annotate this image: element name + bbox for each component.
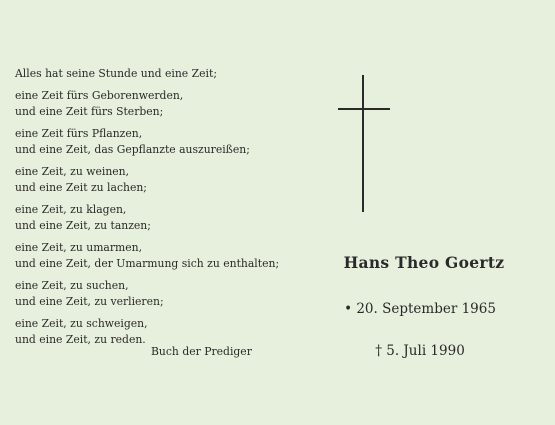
birth-date: • 20. September 1965: [344, 301, 496, 317]
verse-stanza: [15, 278, 315, 311]
verse-line: und eine Zeit, zu verlieren;: [15, 295, 164, 308]
verse-line: und eine Zeit fürs Sterben;: [15, 105, 164, 118]
verse-line: eine Zeit, zu suchen,: [15, 278, 129, 292]
cross-horizontal-bar: [338, 108, 390, 110]
verse-line: Alles hat seine Stunde und eine Zeit;: [15, 67, 217, 80]
verse-line: und eine Zeit, das Gepflanzte auszureißen;: [15, 143, 250, 156]
verse-text: [15, 66, 315, 354]
verse-line: und eine Zeit, zu tanzen;: [15, 219, 151, 232]
verse-stanza: [15, 202, 315, 235]
verse-line: eine Zeit, zu schweigen,: [15, 316, 148, 330]
deceased-name: Hans Theo Goertz: [343, 253, 505, 272]
verse-stanza: [15, 240, 315, 273]
cross-icon: [338, 75, 390, 212]
death-date: † 5. Juli 1990: [375, 343, 465, 359]
verse-line: eine Zeit fürs Geborenwerden,: [15, 88, 184, 102]
verse-source: Buch der Prediger: [151, 345, 252, 358]
verse-stanza: [15, 164, 315, 197]
verse-stanza: [15, 126, 315, 159]
verse-stanza: [15, 316, 315, 349]
verse-line: und eine Zeit zu lachen;: [15, 181, 147, 194]
verse-line: eine Zeit, zu klagen,: [15, 202, 127, 216]
verse-stanza: [15, 88, 315, 121]
verse-stanza: [15, 66, 315, 83]
cross-vertical-bar: [362, 75, 364, 212]
verse-line: eine Zeit, zu weinen,: [15, 164, 130, 178]
verse-line: eine Zeit, zu umarmen,: [15, 240, 143, 254]
verse-line: und eine Zeit, zu reden.: [15, 333, 146, 346]
verse-line: und eine Zeit, der Umarmung sich zu enthalten;: [15, 257, 280, 270]
verse-line: eine Zeit fürs Pflanzen,: [15, 126, 143, 140]
